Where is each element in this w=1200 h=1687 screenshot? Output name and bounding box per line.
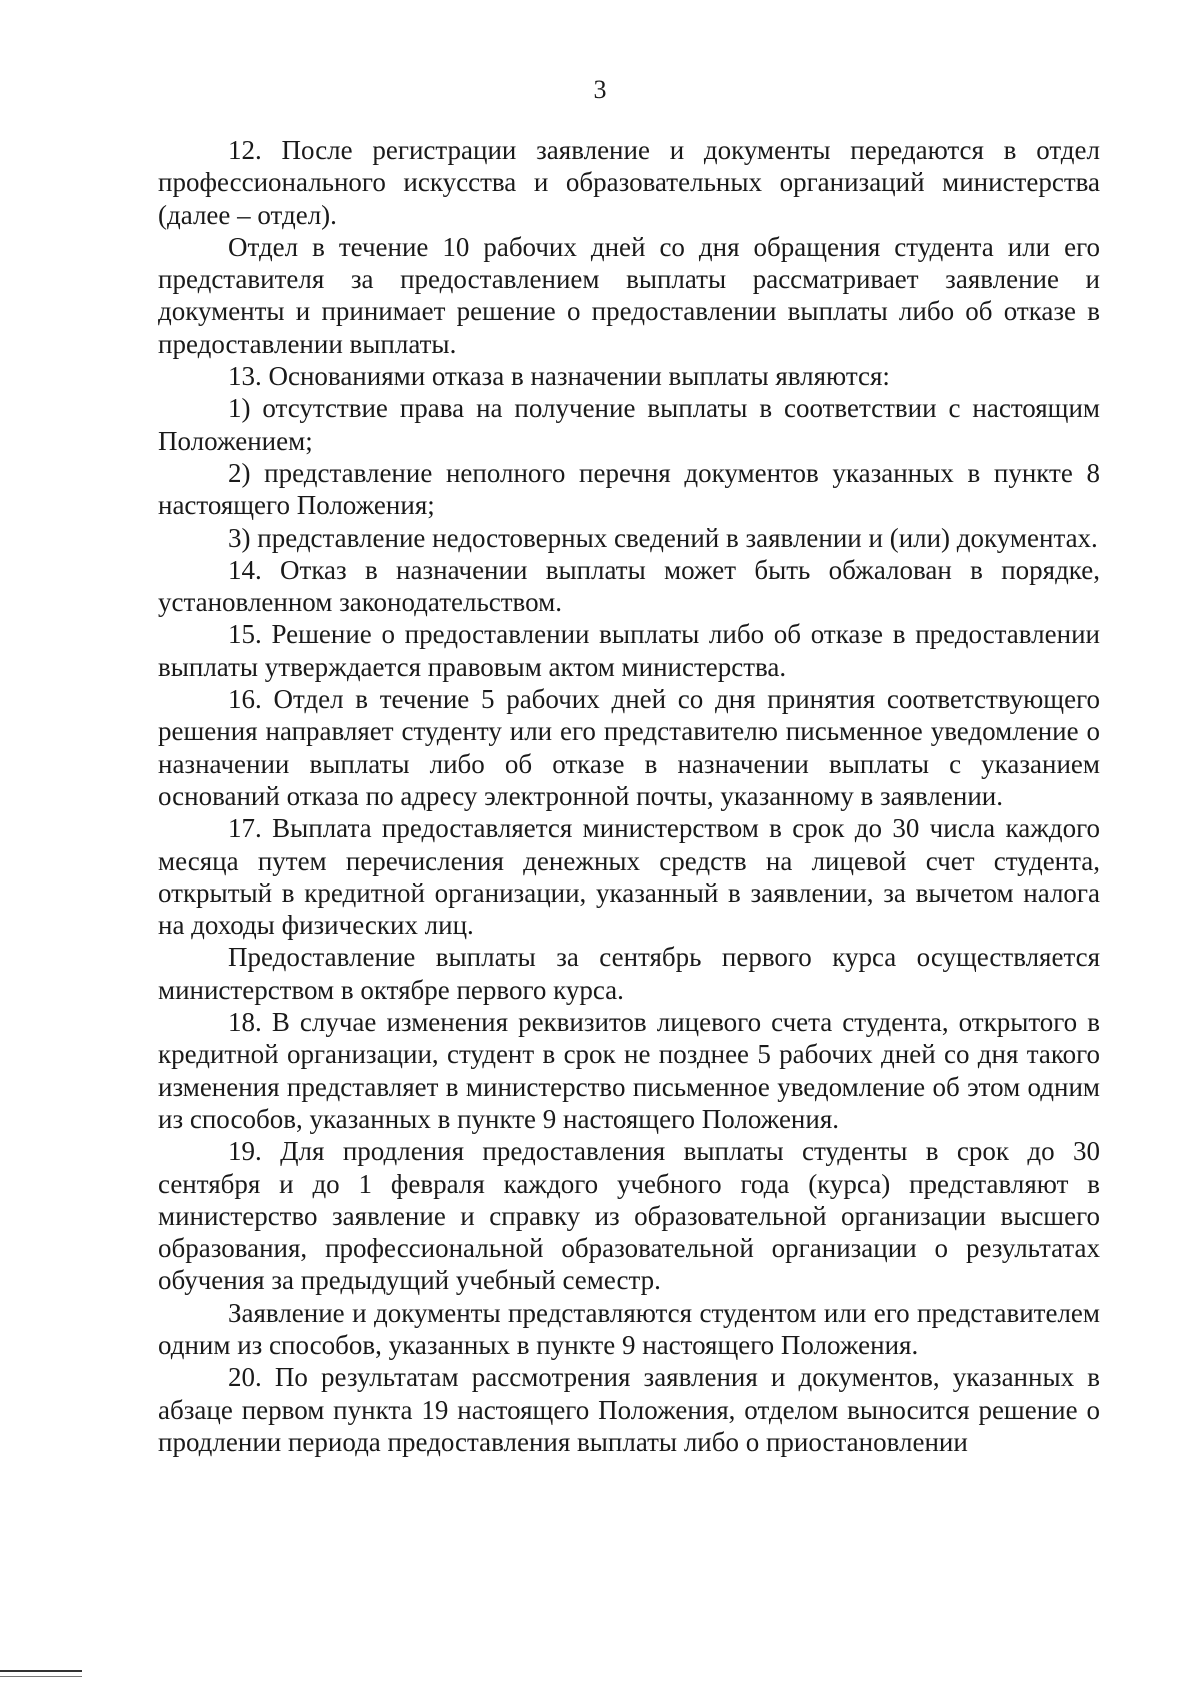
scan-edge-line <box>0 1670 82 1672</box>
scan-edge-line-secondary <box>0 1676 82 1677</box>
paragraph-19-submission: Заявление и документы представляются студентом или его представителем одним из способов, указанных в пункте 9 настоящего Положения. <box>158 1297 1100 1360</box>
paragraph-12: 12. После регистрации заявление и документы передаются в отдел профессионального искусства и образовательных организаций министерства (далее – отдел). <box>158 135 1100 230</box>
document-body <box>158 134 1100 1458</box>
paragraph-17: 17. Выплата предоставляется министерством в срок до 30 числа каждого месяца путем перечисления денежных средств на лицевой счет студента, открытый в кредитной организации, указанный в заявлении, за вычетом налога на доходы физических лиц. <box>158 813 1100 941</box>
paragraph-13-item-3: 3) представление недостоверных сведений в заявлении и (или) документах. <box>228 522 1098 553</box>
paragraph-13: 13. Основаниями отказа в назначении выплаты являются: <box>228 361 890 392</box>
paragraph-20: 20. По результатам рассмотрения заявления и документов, указанных в абзаце первом пункта 19 настоящего Положения, отделом выносится решение о продлении периода предоставления выплаты либо о приостановлении <box>158 1362 1100 1457</box>
paragraph-15: 15. Решение о предоставлении выплаты либо об отказе в предоставлении выплаты утверждается правовым актом министерства. <box>158 619 1100 682</box>
paragraph-19: 19. Для продления предоставления выплаты студенты в срок до 30 сентября и до 1 февраля каждого учебного года (курса) представляют в министерство заявление и справку из образовательной организации высшего образования, профессиональной образовательной организации о результатах обучения за предыдущий учебный семестр. <box>158 1136 1100 1296</box>
paragraph-18: 18. В случае изменения реквизитов лицевого счета студента, открытого в кредитной организации, студент в срок не позднее 5 рабочих дней со дня такого изменения представляет в министерство письменное уведомление об этом одним из способов, указанных в пункте 9 настоящего Положения. <box>158 1007 1100 1134</box>
paragraph-14: 14. Отказ в назначении выплаты может быть обжалован в порядке, установленном законодательством. <box>158 554 1100 618</box>
paragraph-16: 16. Отдел в течение 5 рабочих дней со дня принятия соответствующего решения направляет студенту или его представителю письменное уведомление о назначении выплаты либо об отказе в назначении выплаты с указанием оснований отказа по адресу электронной почты, указанному в заявлении. <box>158 684 1100 811</box>
paragraph-13-item-1: 1) отсутствие права на получение выплаты в соответствии с настоящим Положением; <box>158 393 1100 456</box>
page-number: 3 <box>593 75 607 104</box>
paragraph-17-september: Предоставление выплаты за сентябрь первого курса осуществляется министерством в октябре первого курса. <box>158 942 1100 1005</box>
paragraph-13-item-2: 2) представление неполного перечня документов указанных в пункте 8 настоящего Положения; <box>158 457 1100 521</box>
paragraph-12-department-review: Отдел в течение 10 рабочих дней со дня обращения студента или его представителя за предоставлением выплаты рассматривает заявление и документы и принимает решение о предоставлении выплаты либо об отказе в предоставлении выплаты. <box>158 231 1100 359</box>
